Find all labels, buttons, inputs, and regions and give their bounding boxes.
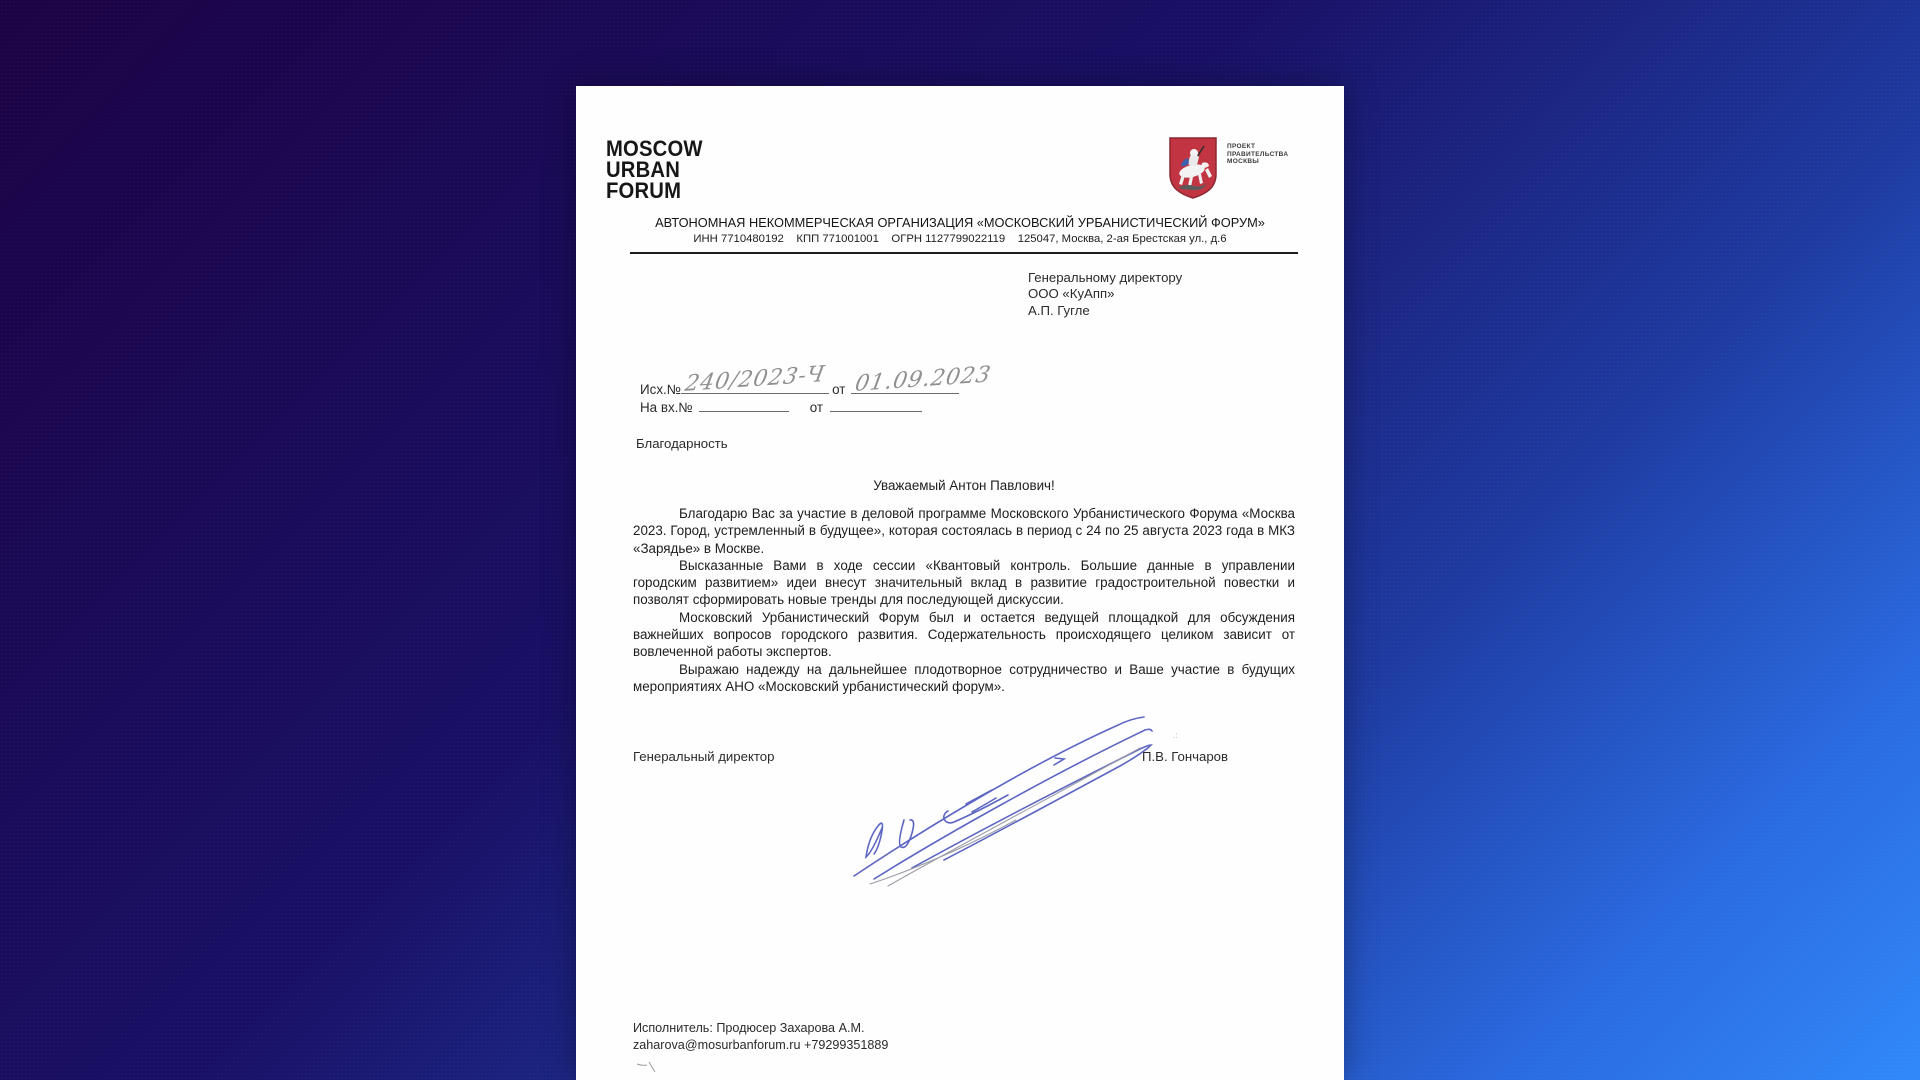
body-paragraph: Высказанные Вами в ходе сессии «Квантовый контроль. Большие данные в управлении городским развитием» идеи внесут значительный вклад в развитие градостроительной повестки и позволят сформировать новые тренды для последующей дискуссии. bbox=[633, 557, 1295, 608]
recipient-block bbox=[1028, 270, 1182, 319]
ref-out-number-handwritten: 240/2023-Ч bbox=[683, 361, 828, 397]
emblem-caption bbox=[1227, 143, 1288, 166]
recipient-line: Генеральному директору bbox=[1028, 270, 1183, 285]
logo-line: URBAN bbox=[606, 157, 681, 182]
emblem-caption-line: МОСКВЫ bbox=[1227, 158, 1259, 165]
logo-wordmark bbox=[606, 138, 703, 201]
subject-line: Благодарность bbox=[636, 436, 728, 451]
ref-in-label: На вх.№ bbox=[640, 400, 693, 415]
ref-in-number-line bbox=[699, 399, 789, 412]
org-name: АВТОНОМНАЯ НЕКОММЕРЧЕСКАЯ ОРГАНИЗАЦИЯ «МОСКОВСКИЙ УРБАНИСТИЧЕСКИЙ ФОРУМ» bbox=[655, 215, 1265, 230]
body-paragraph: Выражаю надежду на дальнейшее плодотворное сотрудничество и Ваше участие в будущих мероприятиях АНО «Московский урбанистический форум». bbox=[633, 661, 1295, 694]
moscow-coat-of-arms-icon bbox=[1168, 136, 1218, 205]
emblem-caption-line: ПРОЕКТ bbox=[1227, 143, 1256, 150]
org-details: ИНН 7710480192 КПП 771001001 ОГРН 1127799022119 125047, Москва, 2-ая Брестская ул., д.6 bbox=[693, 233, 1227, 245]
stray-mark: .: bbox=[1173, 731, 1178, 740]
footer-block bbox=[633, 1020, 888, 1054]
ref-out-date-line bbox=[851, 362, 994, 397]
ref-in-date-label: от bbox=[809, 400, 824, 415]
pen-mark bbox=[635, 1059, 661, 1080]
ref-out-number-line bbox=[681, 361, 829, 397]
emblem-caption-line: ПРАВИТЕЛЬСТВА bbox=[1227, 150, 1289, 158]
header-rule bbox=[630, 252, 1298, 254]
letter-page bbox=[576, 86, 1344, 1080]
ref-out-label: Исх.№ bbox=[640, 382, 682, 397]
body-paragraph: Благодарю Вас за участие в деловой программе Московского Урбанистического Форума «Москва 2023. Город, устремленный в будущее», которая состоялась в период с 24 по 25 августа 2023 года в МКЗ «Зарядье» в Москве. bbox=[633, 506, 1295, 556]
recipient-line: А.П. Гугле bbox=[1028, 302, 1090, 318]
ref-in-date-line bbox=[830, 399, 922, 412]
signature-ink bbox=[848, 708, 1178, 893]
contact-line: zaharova@mosurbanforum.ru +79299351889 bbox=[633, 1038, 889, 1052]
logo-line: FORUM bbox=[606, 178, 682, 203]
ref-out-date-handwritten: 01.09.2023 bbox=[853, 362, 994, 397]
signature-title: Генеральный директор bbox=[633, 749, 775, 764]
body-paragraph: Московский Урбанистический Форум был и остается ведущей площадкой для обсуждения важнейших вопросов городского развития. Содержательность происходящего целиком зависит от вовлеченной работы экспертов. bbox=[633, 609, 1295, 660]
executor-line: Исполнитель: Продюсер Захарова А.М. bbox=[633, 1021, 865, 1035]
salutation: Уважаемый Антон Павлович! bbox=[873, 478, 1055, 493]
logo-line: MOSCOW bbox=[606, 136, 703, 161]
ref-out-row bbox=[640, 361, 994, 398]
letter-body bbox=[633, 505, 1295, 695]
ref-out-date-label: от bbox=[832, 382, 846, 397]
ref-in-row bbox=[640, 399, 959, 416]
recipient-line: ООО «КуАпп» bbox=[1028, 286, 1115, 302]
signature-name: П.В. Гончаров bbox=[1142, 749, 1229, 764]
reference-block bbox=[640, 361, 994, 416]
